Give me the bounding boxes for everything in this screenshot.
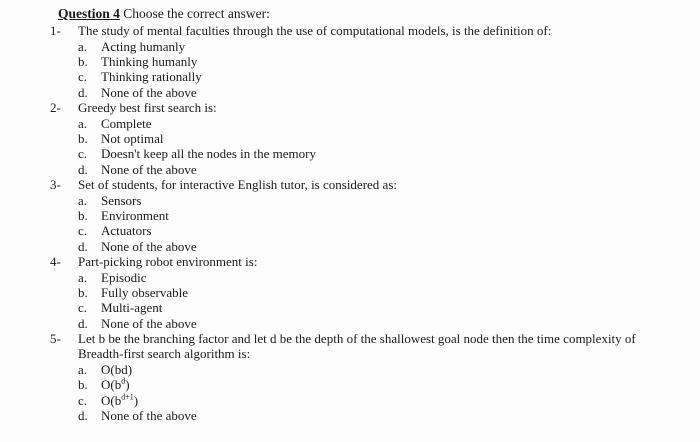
option-letter: c.: [78, 69, 88, 85]
option-letter: a.: [78, 192, 88, 208]
option-letter: d.: [78, 84, 88, 100]
option-letter: b.: [78, 377, 88, 393]
question-instruction: Choose the correct answer:: [119, 6, 270, 21]
question-number: 1-: [50, 23, 61, 38]
option-text-superscript: d+1: [121, 392, 134, 402]
option-text: Fully observable: [101, 284, 189, 300]
option-text: Environment: [101, 207, 169, 223]
option-letter: a.: [78, 115, 88, 131]
option-text: Acting humanly: [101, 38, 186, 54]
option-text: Thinking rationally: [101, 69, 202, 85]
option-letter: a.: [78, 361, 88, 377]
option-text: Not optimal: [101, 130, 164, 146]
option-letter: c.: [78, 223, 88, 239]
question-text: Greedy best first search is:: [78, 100, 217, 115]
question-text-line-1: Let b be the branching factor and let d be the depth of the shallowest goal node then the time complexity of: [78, 331, 636, 346]
option-letter: b.: [78, 130, 88, 146]
option-letter: d.: [78, 238, 88, 254]
option-letter: d.: [78, 407, 88, 423]
option-letter: a.: [78, 269, 88, 285]
option-text: Episodic: [101, 269, 147, 285]
option-text: None of the above: [101, 84, 197, 100]
option-letter: b.: [78, 284, 88, 300]
question-number: 5-: [50, 331, 61, 346]
option-text: Actuators: [101, 223, 152, 239]
option-letter: a.: [78, 38, 88, 54]
question-label: Question 4: [58, 6, 120, 21]
option-letter: c.: [78, 300, 88, 316]
option-text: Multi-agent: [101, 300, 163, 316]
option-text-superscript: d: [121, 376, 126, 386]
option-text: Sensors: [101, 192, 142, 208]
question-number: 3-: [50, 177, 61, 192]
option-text: None of the above: [101, 407, 197, 423]
option-text: None of the above: [101, 161, 197, 177]
option-text: Thinking humanly: [101, 53, 198, 69]
option-text-base: O(b: [101, 392, 122, 408]
option-letter: c.: [78, 146, 88, 162]
option-text-close: ): [125, 377, 130, 393]
option-letter: d.: [78, 315, 88, 331]
option-text: [101, 377, 130, 392]
option-text-base: O(b: [101, 377, 122, 393]
option-letter: b.: [78, 207, 88, 223]
option-text: O(bd): [101, 361, 133, 377]
question-heading: [58, 5, 270, 22]
option-text: Complete: [101, 115, 152, 131]
question-number: 2-: [50, 100, 61, 115]
option-letter: b.: [78, 53, 88, 69]
question-text: Set of students, for interactive English tutor, is considered as:: [78, 177, 397, 192]
option-text: [101, 393, 138, 408]
option-letter: d.: [78, 161, 88, 177]
option-text-close: ): [133, 392, 139, 408]
option-text: None of the above: [101, 315, 197, 331]
option-text: Doesn't keep all the nodes in the memory: [101, 146, 316, 162]
option-letter: c.: [78, 392, 88, 408]
question-text-line-2: Breadth-first search algorithm is:: [78, 346, 251, 362]
question-text: The study of mental faculties through the use of computational models, is the definition of:: [78, 23, 552, 38]
question-number: 4-: [50, 254, 61, 269]
question-text: Part-picking robot environment is:: [78, 254, 258, 269]
option-text: None of the above: [101, 238, 197, 254]
